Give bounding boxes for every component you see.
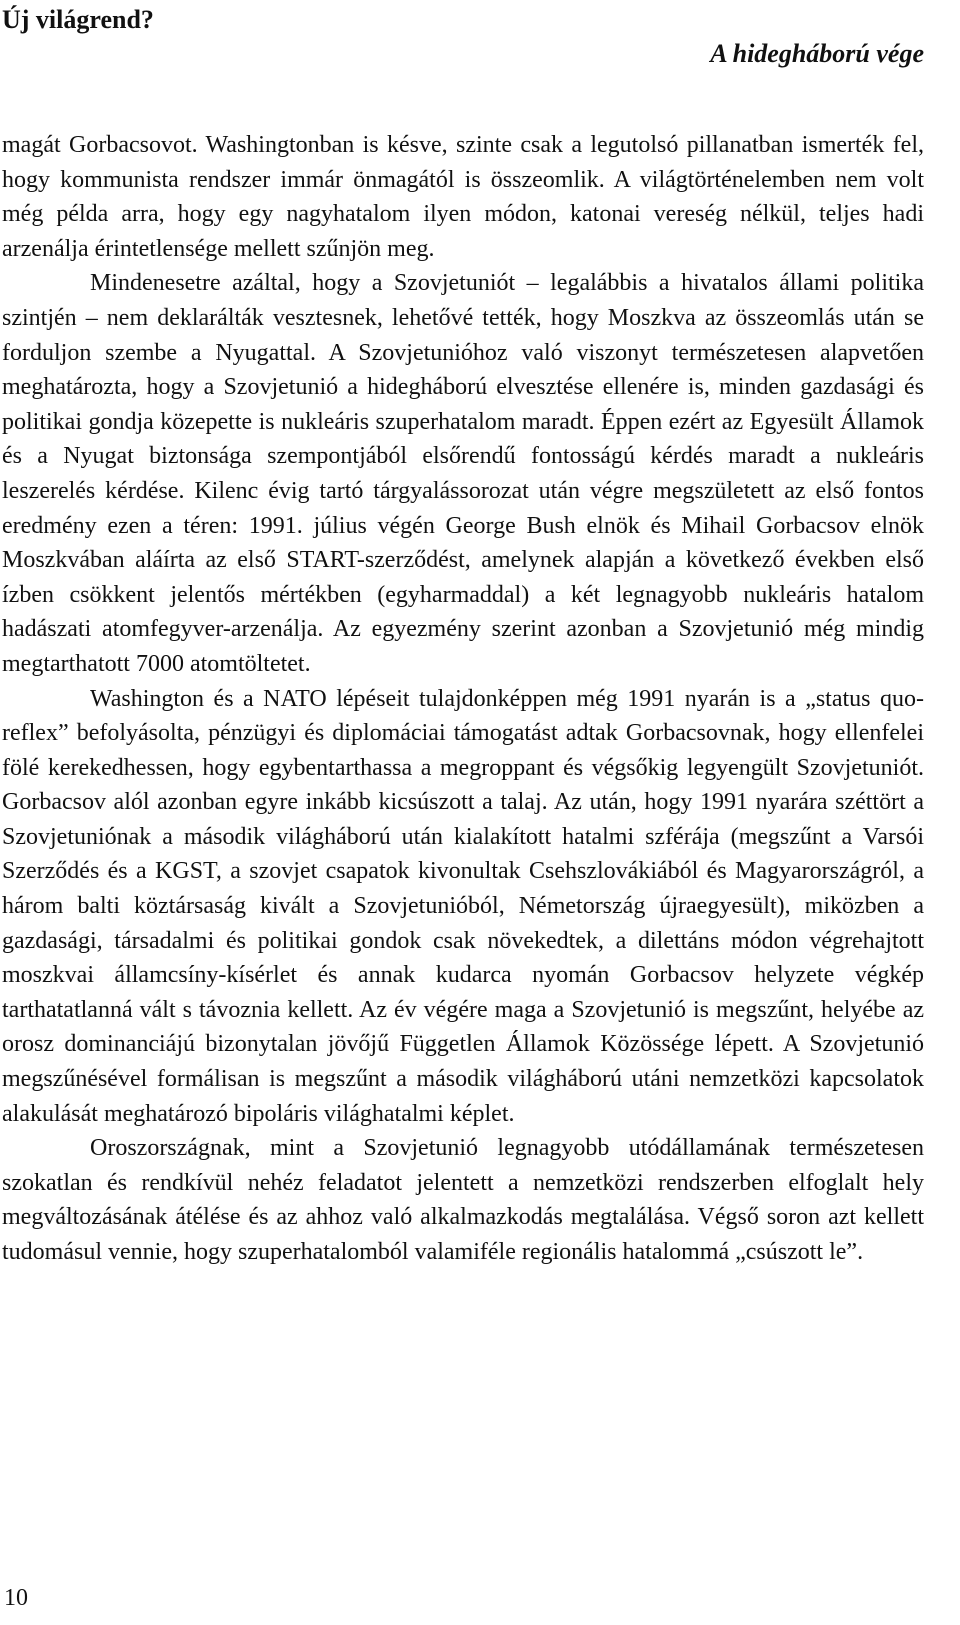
paragraph-russia-successor: Oroszországnak, mint a Szovjetunió legnagyobb utódállamának természetesen szokatlan és rendkívül nehéz feladatot jelentett a nemzetközi rendszerben elfoglalt hely megváltozásának átélése és az ahhoz való alkalmazkodás megtalálása. Végső soron azt kellett tudomásul vennie, hogy szuperhatalomból valamiféle regionális hatalommá „csúszott le”. (2, 1135, 924, 1265)
running-head-chapter: A hidegháború vége (710, 39, 924, 68)
paragraph-status-quo-reflex: Washington és a NATO lépéseit tulajdonképpen még 1991 nyarán is a „status quo-reflex” befolyásolta, pénzügyi és diplomáciai támogatást adtak Gorbacsovnak, hogy ellenfelei fölé kerekedhessen, hogy egybentarthassa a megroppant és végsőkig legyengült Szovjetuniót. Gorbacsov alól azonban egyre inkább kicsúszott a talaj. Az után, hogy 1991 nyarára széttört a Szovjetuniónak a második világháború után kialakított hatalmi szférája (megszűnt a Varsói Szerződés és a KGST, a szovjet csapatok kivonultak Csehszlovákiából és Magyarországról, a három balti köztársaság kivált a Szovjetunióból, Németország újraegyesült), miközben a gazdasági, társadalmi és politikai gondok csak növekedtek, a dilettáns módon végrehajtott moszkvai államcsíny-kísérlet és annak kudarca nyomán Gorbacsov helyzete végkép tarthatatlanná vált s távoznia kellett. Az év végére maga a Szovjetunió is megszűnt, helyébe az orosz dominanciájú bizonytalan jövőjű Független Államok Közössége lépett. A Szovjetunió megszűnésével formálisan is megszűnt a második világháború utáni nemzetközi kapcsolatok alakulását meghatározó bipoláris világhatalmi képlet. (2, 685, 924, 1127)
paragraph-continuation: magát Gorbacsovot. Washingtonban is késve, szinte csak a legutolsó pillanatban ismerték fel, hogy kommunista rendszer immár önmagától is összeomlik. A világtörténelemben nem volt még példa arra, hogy egy nagyhatalom ilyen módon, katonai vereség nélkül, teljes hadi arzenálja érintetlensége mellett szűnjön meg. (2, 132, 924, 262)
paragraph-nuclear-superpower: Mindenesetre azáltal, hogy a Szovjetuniót – legalábbis a hivatalos állami politika szintjén – nem deklarálták vesztesnek, lehetővé tették, hogy Moszkva az összeomlás után se forduljon szembe a Nyugattal. A Szovjetunióhoz való viszonyt természetesen alapvetően meghatározta, hogy a Szovjetunió a hidegháború elvesztése ellenére is, minden gazdasági és politikai gondja közepette is nukleáris szuperhatalom maradt. Éppen ezért az Egyesült Államok és a Nyugat biztonsága szempontjából elsőrendű fontosságú kérdés maradt a nukleáris leszerelés kérdése. Kilenc évig tartó tárgyalássorozat után végre megszületett az első fontos eredmény ezen a téren: 1991. július végén George Bush elnök és Mihail Gorbacsov elnök Moszkvában aláírta az első START-szerződést, amelynek alapján a következő években első ízben csökkent jelentős mértékben (egyharmaddal) a két legnagyobb nukleáris hatalom hadászati atomfegyver-arzenálja. Az egyezmény szerint azonban a Szovjetunió még mindig megtarthatott 7000 atomtöltetet. (2, 270, 924, 677)
page-number: 10 (4, 1585, 28, 1611)
body-text (2, 128, 924, 1270)
running-head-title: Új világrend? (2, 5, 154, 34)
